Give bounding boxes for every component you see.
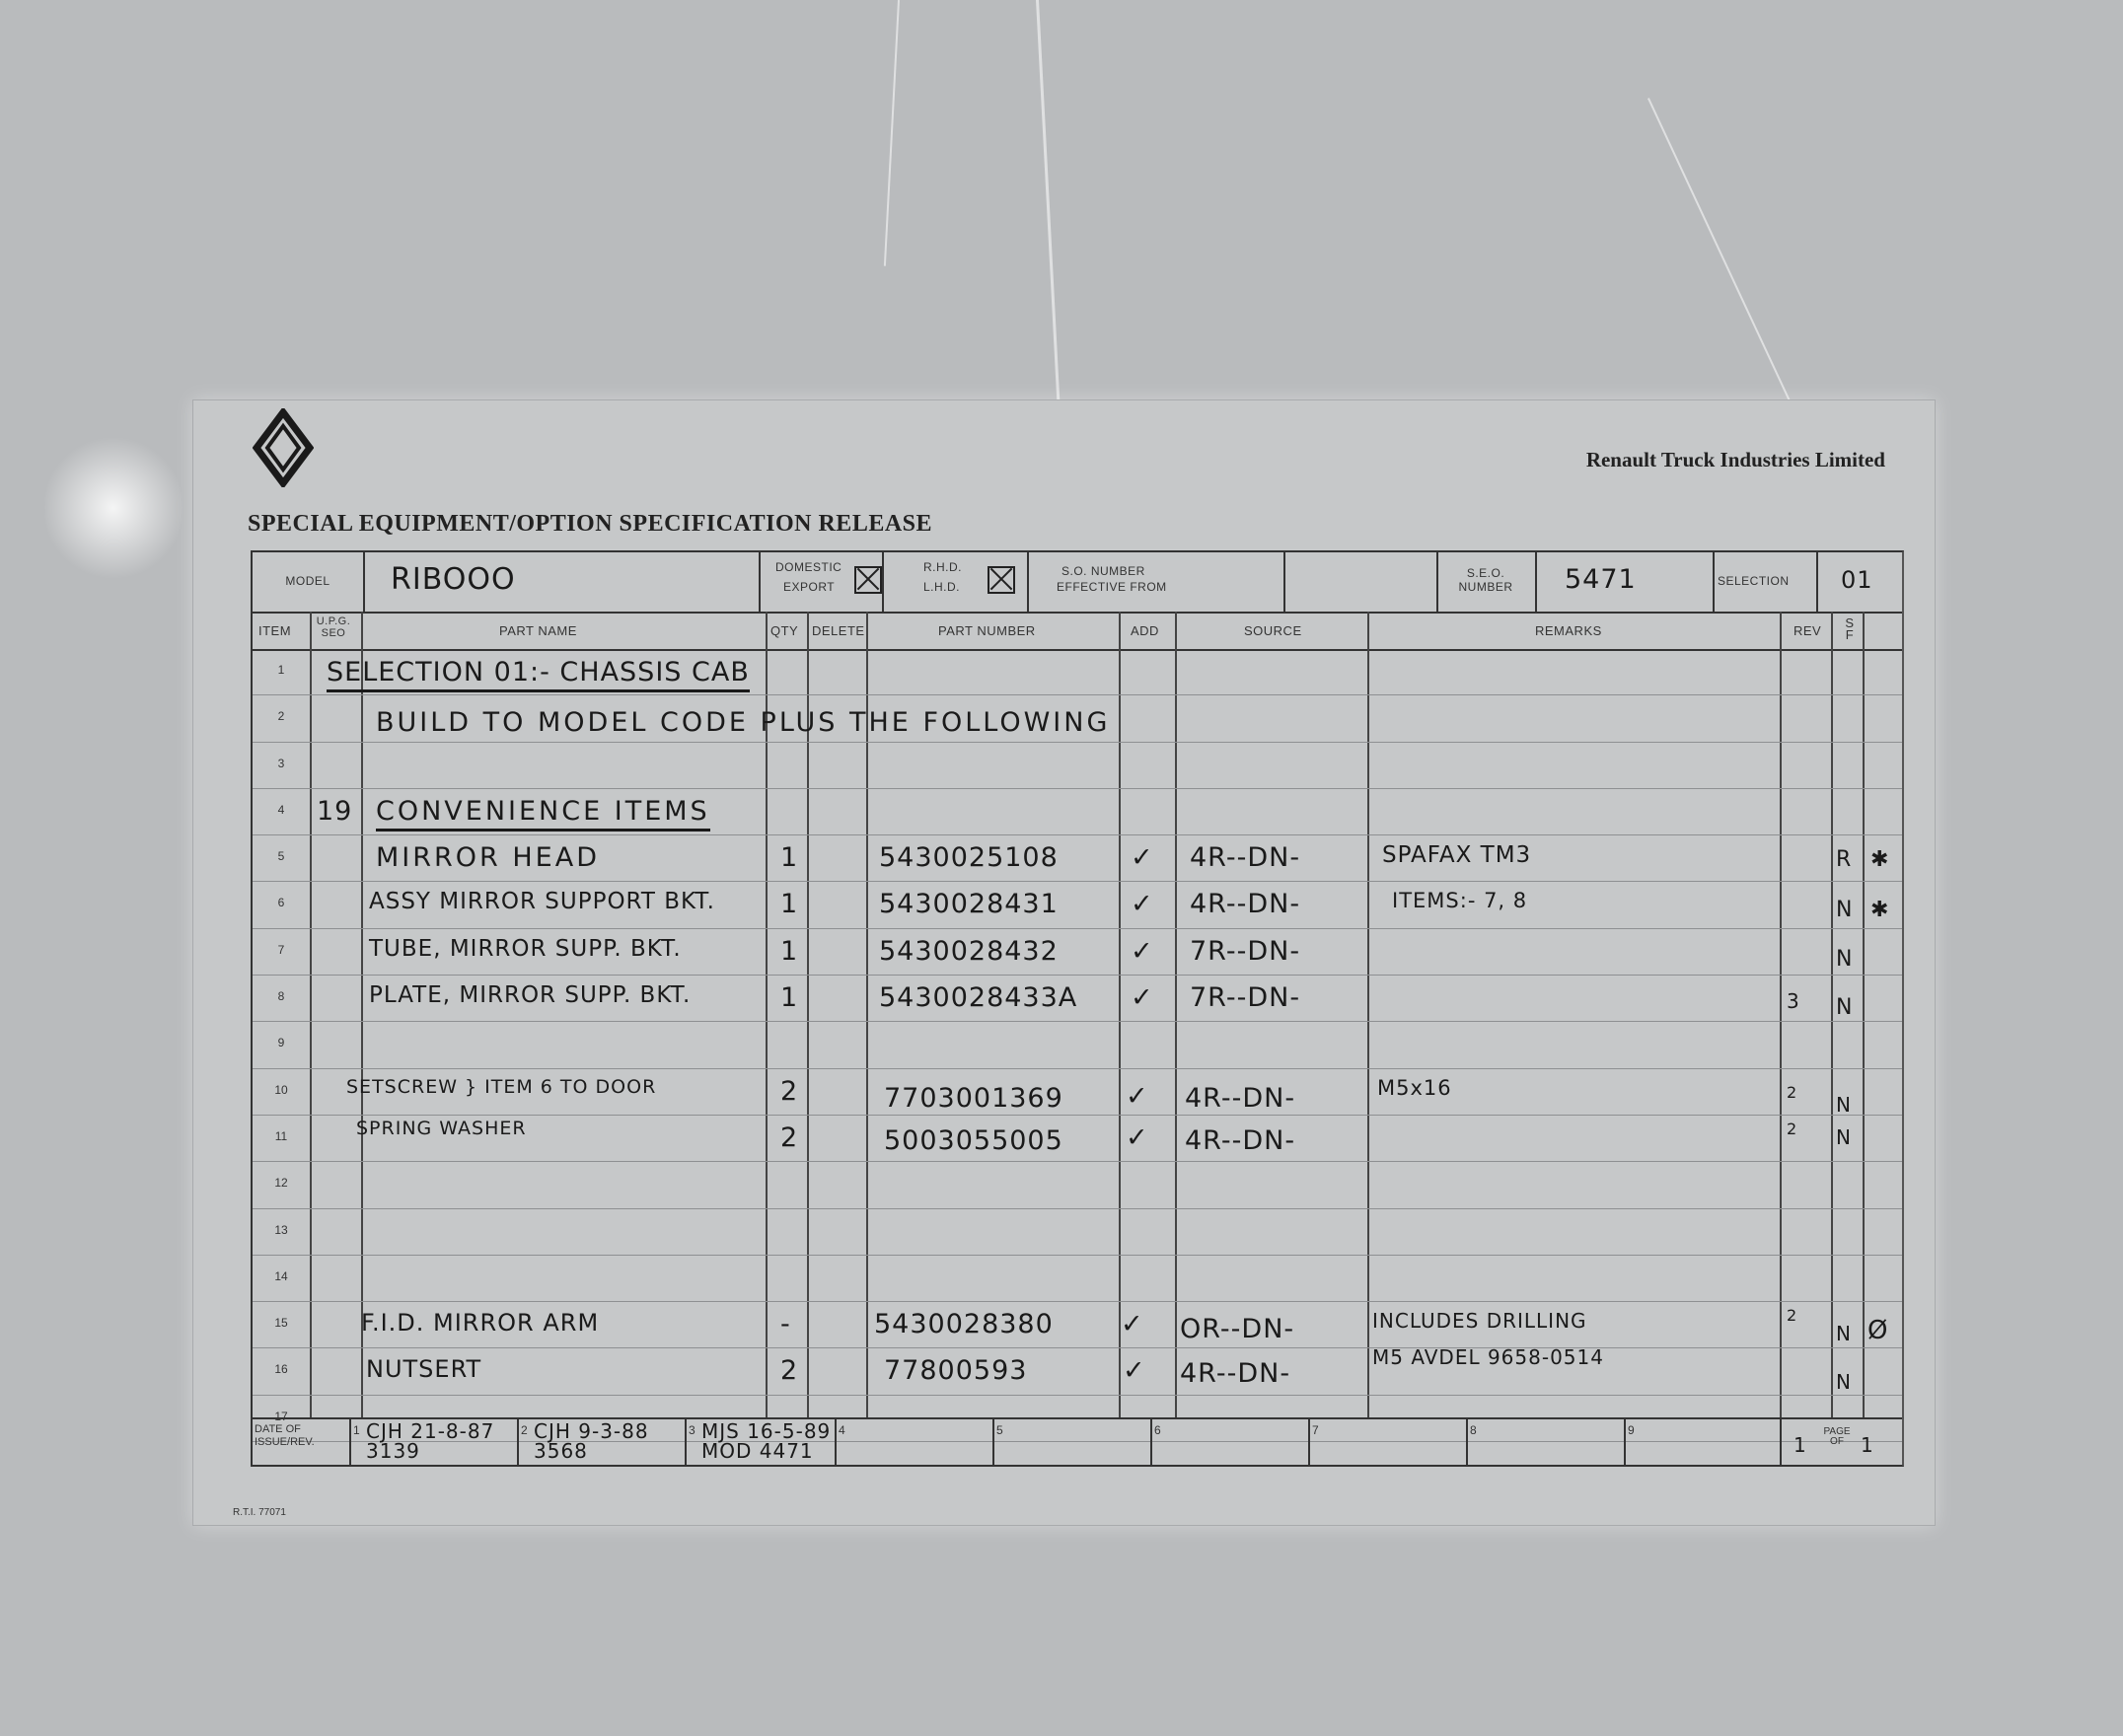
model-value: RIBOOO xyxy=(391,562,516,597)
mark: ✱ xyxy=(1870,847,1890,873)
col-upg-seo: U.P.G. SEO xyxy=(316,615,351,639)
col-item: ITEM xyxy=(258,623,292,638)
rev: 2 xyxy=(1787,1306,1798,1326)
lhd-label: L.H.D. xyxy=(923,580,961,594)
add-check: ✓ xyxy=(1123,1355,1146,1387)
table-row: 4 19 CONVENIENCE ITEMS xyxy=(253,789,1902,835)
add-check: ✓ xyxy=(1121,1309,1144,1340)
form-code: R.T.I. 77071 xyxy=(233,1507,286,1518)
part-number: 5430028380 xyxy=(874,1309,1054,1340)
table-row: 2 BUILD TO MODEL CODE PLUS THE FOLLOWING xyxy=(253,695,1902,742)
sf: N xyxy=(1836,1322,1852,1346)
page-of-number: 1 xyxy=(1861,1433,1874,1457)
mark: ✱ xyxy=(1870,898,1890,923)
table-row: 1 SELECTION 01:- CHASSIS CAB xyxy=(253,649,1902,695)
part-name: CONVENIENCE ITEMS xyxy=(376,796,710,832)
source: 4R--DN- xyxy=(1185,1124,1296,1156)
qty: 1 xyxy=(780,935,799,967)
sf: N xyxy=(1836,995,1854,1021)
part-name: SPRING WASHER xyxy=(356,1117,527,1139)
spec-table xyxy=(251,550,1904,1467)
col-part-number: PART NUMBER xyxy=(938,623,1036,638)
add-check: ✓ xyxy=(1126,1080,1149,1112)
part-number: 5430025108 xyxy=(879,842,1059,874)
rhd-label: R.H.D. xyxy=(923,560,962,574)
qty: 2 xyxy=(780,1121,799,1153)
add-check: ✓ xyxy=(1131,842,1154,874)
issue-4: 4 xyxy=(839,1423,845,1437)
part-name: NUTSERT xyxy=(366,1355,482,1384)
source: 4R--DN- xyxy=(1180,1358,1291,1390)
domestic-label: DOMESTIC xyxy=(775,560,842,574)
table-row: 8 PLATE, MIRROR SUPP. BKT. 1 5430028433A ✓ 7R--DN- 3 N xyxy=(253,976,1902,1022)
part-name: BUILD TO MODEL CODE PLUS THE FOLLOWING xyxy=(376,707,1111,739)
issue-8: 8 xyxy=(1470,1423,1477,1437)
rev: 2 xyxy=(1787,1082,1798,1102)
effective-from-label: EFFECTIVE FROM xyxy=(1057,580,1167,594)
table-row: 9 xyxy=(253,1022,1902,1068)
source: 4R--DN- xyxy=(1190,889,1301,920)
add-check: ✓ xyxy=(1131,935,1154,967)
company-name: Renault Truck Industries Limited xyxy=(1585,448,1885,471)
remarks: M5x16 xyxy=(1377,1075,1452,1100)
source: OR--DN- xyxy=(1180,1314,1295,1345)
remarks: SPAFAX TM3 xyxy=(1382,842,1532,869)
sf: N xyxy=(1836,898,1854,923)
seo-number-value: 5471 xyxy=(1565,564,1637,595)
table-row: 5 MIRROR HEAD 1 5430025108 ✓ 4R--DN- SPAFAX TM3 R ✱ xyxy=(253,835,1902,882)
col-part-name: PART NAME xyxy=(499,623,577,638)
sf: R xyxy=(1836,847,1853,873)
issue-5: 5 xyxy=(996,1423,1003,1437)
table-row: 17 xyxy=(253,1396,1902,1442)
remarks: ITEMS:- 7, 8 xyxy=(1392,889,1528,913)
qty: 1 xyxy=(780,889,799,920)
table-row: 12 xyxy=(253,1162,1902,1208)
light-glare xyxy=(44,434,183,582)
source: 7R--DN- xyxy=(1190,982,1301,1014)
part-name: MIRROR HEAD xyxy=(376,842,600,874)
table-row: 3 xyxy=(253,743,1902,789)
upg-seo: 19 xyxy=(317,795,353,827)
page-label: PAGE OF xyxy=(1823,1426,1851,1447)
export-label: EXPORT xyxy=(783,580,836,594)
part-number: 5430028433A xyxy=(879,982,1078,1014)
col-source: SOURCE xyxy=(1244,623,1302,638)
part-name: ASSY MIRROR SUPPORT BKT. xyxy=(369,889,715,915)
domestic-export-checkbox xyxy=(854,566,882,594)
table-row: 11 SPRING WASHER 2 5003055005 ✓ 4R--DN- 2 N xyxy=(253,1116,1902,1162)
qty: 1 xyxy=(780,842,799,874)
add-check: ✓ xyxy=(1131,889,1154,920)
part-name: SELECTION 01:- CHASSIS CAB xyxy=(327,657,750,692)
col-add: ADD xyxy=(1131,623,1159,638)
col-remarks: REMARKS xyxy=(1535,623,1602,638)
part-name: F.I.D. MIRROR ARM xyxy=(361,1309,600,1338)
part-name: PLATE, MIRROR SUPP. BKT. xyxy=(369,982,692,1009)
qty: - xyxy=(780,1309,791,1340)
specification-form xyxy=(192,399,1936,1526)
issue-6: 6 xyxy=(1154,1423,1161,1437)
sf: N xyxy=(1836,1124,1852,1149)
model-label: MODEL xyxy=(285,574,330,588)
issue-9: 9 xyxy=(1628,1423,1635,1437)
qty: 2 xyxy=(780,1355,799,1387)
selection-value: 01 xyxy=(1841,566,1873,594)
part-number: 77800593 xyxy=(884,1355,1028,1387)
renault-logo-icon xyxy=(253,408,314,487)
source: 4R--DN- xyxy=(1190,842,1301,874)
sf: N xyxy=(1836,1092,1852,1117)
add-check: ✓ xyxy=(1131,982,1154,1014)
remarks: INCLUDES DRILLING xyxy=(1372,1309,1587,1334)
rhd-lhd-checkbox xyxy=(988,566,1015,594)
col-sf: S F xyxy=(1845,615,1855,642)
sf: N xyxy=(1836,946,1854,972)
part-number: 7703001369 xyxy=(884,1082,1063,1114)
sf: N xyxy=(1836,1370,1852,1395)
so-number-label: S.O. NUMBER xyxy=(1062,564,1145,578)
date-of-issue-label: DATE OF ISSUE/REV. xyxy=(255,1423,315,1448)
part-name: SETSCREW } ITEM 6 TO DOOR xyxy=(346,1075,657,1098)
issue-rev-footer: DATE OF ISSUE/REV. 1 CJH 21-8-87 3139 2 CJH 9-3-88 3568 3 MJS 16-5-89 MOD 4471 4 5 6 7 8 9 1 PAGE OF 1 xyxy=(253,1417,1902,1467)
table-row: 7 TUBE, MIRROR SUPP. BKT. 1 5430028432 ✓ 7R--DN- N xyxy=(253,929,1902,976)
remarks: M5 AVDEL 9658-0514 xyxy=(1372,1345,1604,1370)
qty: 1 xyxy=(780,982,799,1014)
page-number: 1 xyxy=(1794,1433,1807,1457)
film-scratch xyxy=(884,0,900,266)
item-rows xyxy=(253,649,1902,1442)
part-number: 5430028432 xyxy=(879,935,1059,967)
header-band xyxy=(253,552,1902,614)
part-name: TUBE, MIRROR SUPP. BKT. xyxy=(369,935,682,962)
table-row: 13 xyxy=(253,1209,1902,1256)
issue-3: MJS 16-5-89 MOD 4471 xyxy=(701,1419,832,1463)
issue-2: CJH 9-3-88 3568 xyxy=(534,1419,649,1463)
issue-1: CJH 21-8-87 3139 xyxy=(366,1419,495,1463)
table-row: 6 ASSY MIRROR SUPPORT BKT. 1 5430028431 ✓ 4R--DN- ITEMS:- 7, 8 N ✱ xyxy=(253,882,1902,928)
col-qty: QTY xyxy=(770,623,799,638)
column-headers xyxy=(253,612,1902,651)
rev: 2 xyxy=(1787,1119,1798,1138)
qty: 2 xyxy=(780,1075,799,1107)
source: 7R--DN- xyxy=(1190,935,1301,967)
col-delete: DELETE xyxy=(812,623,865,638)
table-row: 16 NUTSERT 2 77800593 ✓ 4R--DN- M5 AVDEL 9658-0514 N xyxy=(253,1348,1902,1395)
add-check: ✓ xyxy=(1126,1121,1149,1153)
mark: Ø xyxy=(1867,1316,1889,1346)
table-row: 10 SETSCREW } ITEM 6 TO DOOR 2 7703001369 ✓ 4R--DN- M5x16 2 N xyxy=(253,1069,1902,1116)
rev: 3 xyxy=(1787,989,1800,1014)
col-rev: REV xyxy=(1794,623,1822,638)
issue-7: 7 xyxy=(1312,1423,1319,1437)
table-row: 15 F.I.D. MIRROR ARM - 5430028380 ✓ OR--DN- INCLUDES DRILLING 2 N Ø xyxy=(253,1302,1902,1348)
seo-number-label: S.E.O. NUMBER xyxy=(1458,566,1513,594)
part-number: 5003055005 xyxy=(884,1124,1063,1156)
source: 4R--DN- xyxy=(1185,1082,1296,1114)
table-row: 14 xyxy=(253,1256,1902,1302)
form-title: SPECIAL EQUIPMENT/OPTION SPECIFICATION RELEASE xyxy=(248,511,933,537)
selection-label: SELECTION xyxy=(1718,574,1790,588)
part-number: 5430028431 xyxy=(879,889,1059,920)
